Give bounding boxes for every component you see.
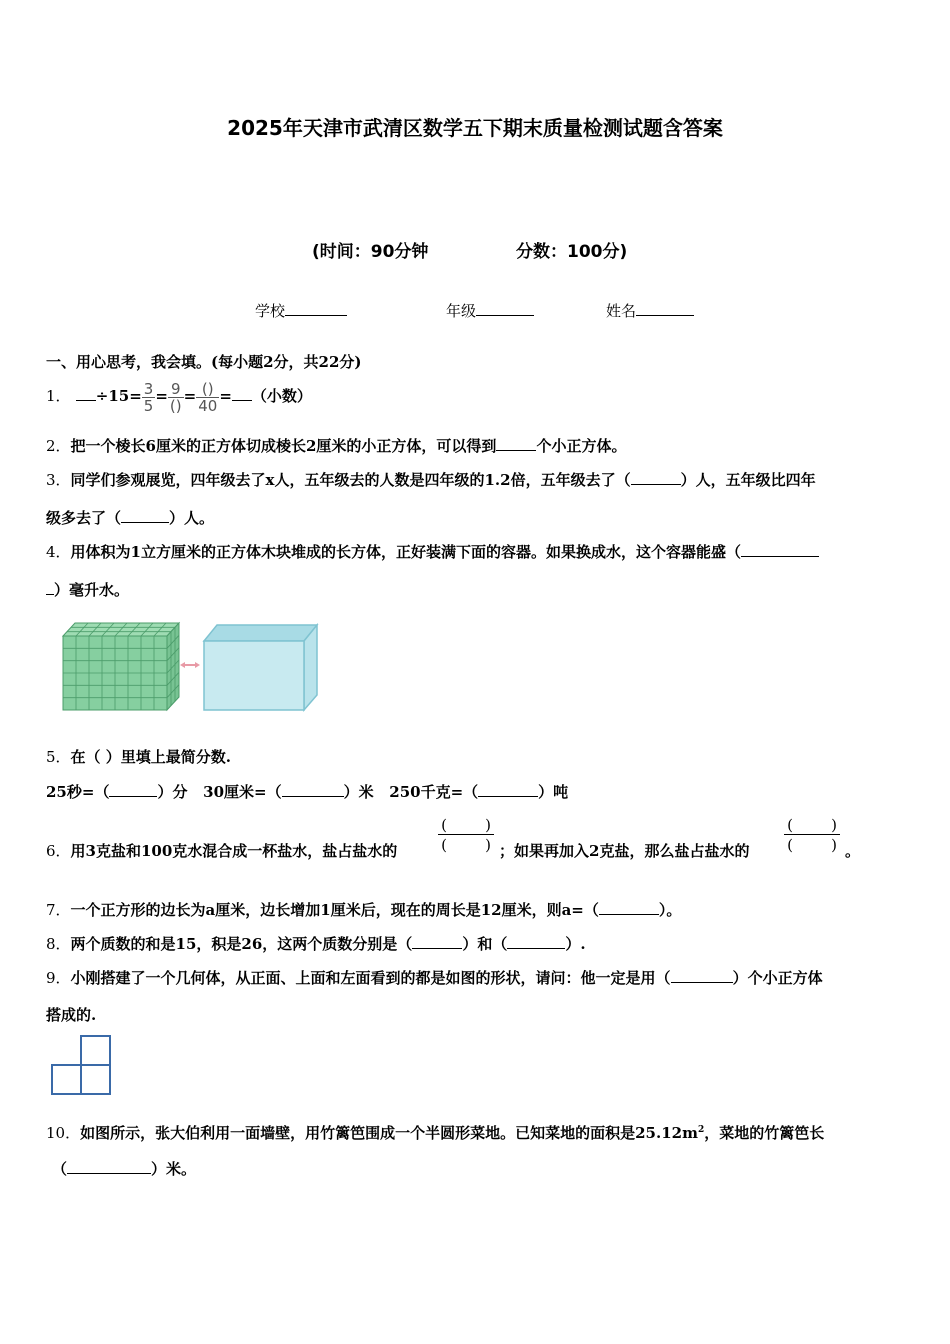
- question-5: 5．在（ ）里填上最简分数.: [46, 748, 231, 766]
- name-field: [606, 300, 694, 321]
- question-10-line2: （ ）米。: [52, 1160, 197, 1178]
- question-4: 4．用体积为1立方厘米的正方体木块堆成的长方体，正好装满下面的容器。如果换成水，这个容器能盛（: [46, 541, 819, 562]
- cuboid-and-container-figure: [55, 618, 325, 718]
- school-label: 学校: [255, 302, 286, 320]
- grade-field: [446, 300, 534, 321]
- question-4-line2: ）毫升水。: [46, 579, 129, 600]
- question-number: 1．: [46, 387, 71, 405]
- three-square-view-figure: [50, 1034, 114, 1098]
- school-field: [255, 300, 347, 321]
- square-top: [81, 1036, 110, 1065]
- question-1: 1． ÷15= $\frac{3}{5}$ = $\frac{9}{()}$ = $\frac{()}{40}$ = （小数）: [46, 379, 312, 415]
- question-3-line2: 级多去了（ ）人。: [46, 509, 215, 527]
- question-8: 8．两个质数的和是15，积是26，这两个质数分别是（ ）和（ ）.: [46, 935, 586, 953]
- fraction-3: $\frac{()}{40}$: [198, 379, 218, 415]
- answer-fraction-1: ( ) ( ): [438, 816, 494, 855]
- name-label: 姓名: [606, 302, 637, 320]
- question-6-end: 。: [845, 842, 861, 860]
- exam-time: (时间：90分钟: [312, 242, 429, 262]
- square-bottom-right: [81, 1065, 110, 1094]
- question-3: 3．同学们参观展览，四年级去了x人，五年级去的人数是四年级的1.2倍，五年级去了（ ）人，五年级比四年: [46, 471, 816, 489]
- square-bottom-left: [52, 1065, 81, 1094]
- arrow-icon: [180, 662, 200, 668]
- fraction-1: $\frac{3}{5}$: [143, 379, 154, 415]
- fraction-2: $\frac{9}{()}$: [169, 379, 182, 415]
- grade-label: 年级: [446, 302, 477, 320]
- exam-score: 分数：100分): [516, 242, 628, 262]
- question-5-blanks: 25秒=（ ）分 30厘米=（ ）米 250千克=（ ）吨: [46, 783, 569, 801]
- question-6-part2: ；如果再加入2克盐，那么盐占盐水的: [499, 842, 750, 860]
- question-10: 10．如图所示，张大伯利用一面墙壁，用竹篱笆围成一个半圆形菜地。已知菜地的面积是$25.12m^2$，菜地的竹篱笆长: [46, 1124, 825, 1142]
- question-9-line2: 搭成的.: [46, 1006, 97, 1024]
- question-2: 2．把一个棱长6厘米的正方体切成棱长2厘米的小正方体，可以得到 个小正方体。: [46, 437, 627, 455]
- question-7: 7．一个正方形的边长为a厘米，边长增加1厘米后，现在的周长是12厘米，则a=（ ）。: [46, 901, 682, 919]
- section-heading: 一、用心思考，我会填。(每小题2分，共22分): [46, 353, 362, 371]
- answer-fraction-2: ( ) ( ): [784, 816, 840, 855]
- container-box: [204, 625, 317, 710]
- question-6: 6．用3克盐和100克水混合成一杯盐水，盐占盐水的: [46, 842, 398, 860]
- cuboid-of-unit-cubes: [63, 623, 179, 710]
- page-title: 2025年天津市武清区数学五下期末质量检测试题含答案: [227, 116, 723, 140]
- question-9: 9．小刚搭建了一个几何体，从正面、上面和左面看到的都是如图的形状，请问：他一定是用（ ）个小正方体: [46, 969, 823, 987]
